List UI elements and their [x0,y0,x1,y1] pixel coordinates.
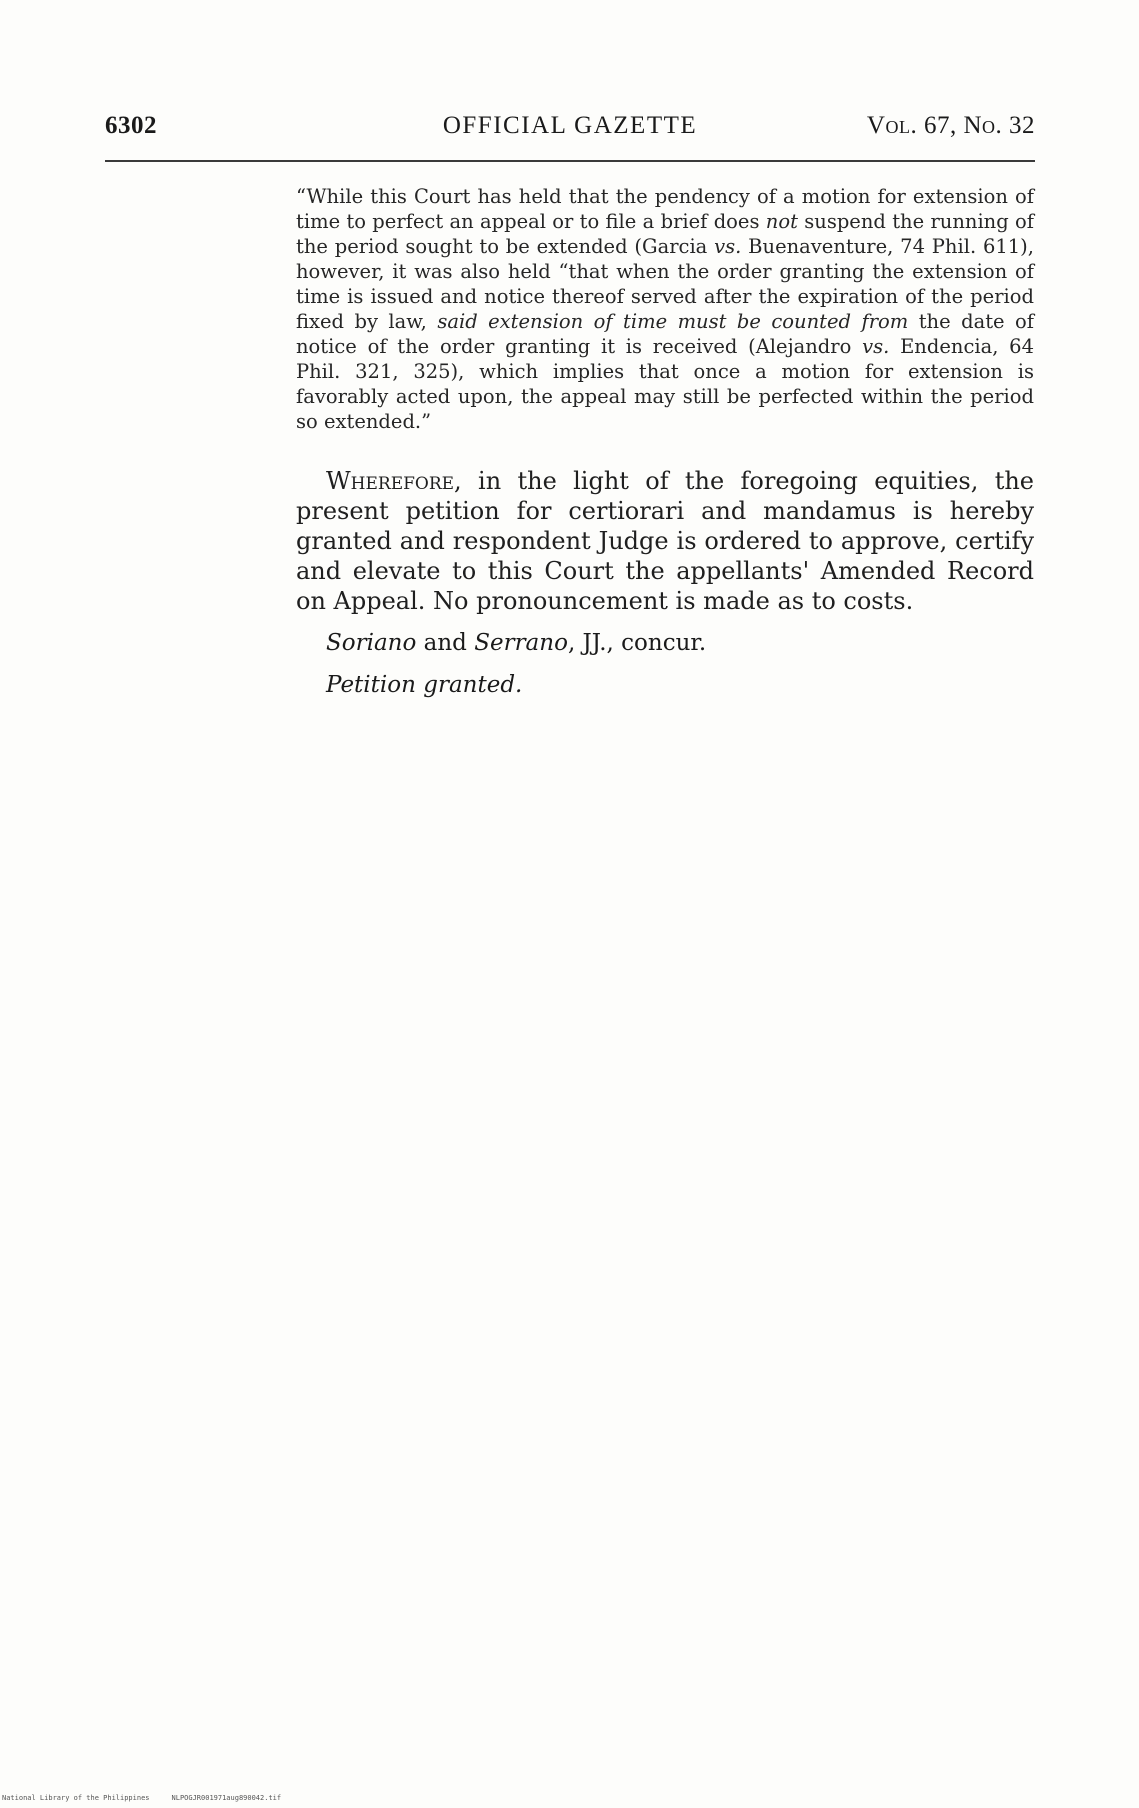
scan-footer [2,1794,303,1802]
quote-text: “While this Court has held that the pendency of a motion for extension of time to perfect an appeal or to file a brief does [296,185,1034,233]
concurrence-line [326,630,706,656]
concurrence-text: , JJ., concur. [567,630,707,656]
justice-name: Soriano [326,630,417,656]
concurrence-text: and [416,630,475,656]
quote-text: Endencia, 64 Phil. 321, 325), which implies that once a motion for extension is favorably acted upon, the appeal may still be perfected within the period so extended.” [296,335,1034,433]
page-number: 6302 [105,112,157,139]
quote-emphasis: vs. [714,235,742,258]
quote-text: suspend the running of the period sought to be extended (Garcia [296,210,1034,258]
justice-name: Serrano [474,630,568,656]
quote-text: Buenaventure, 74 Phil. 611), however, it was also held “that when the order granting the extension of time is issued and notice thereof served after the expiration of the period fixed by law, [296,235,1034,333]
quoted-passage [296,184,1034,434]
ruling-lead: Wherefore, [326,467,462,495]
library-credit: National Library of the Philippines [2,1794,150,1802]
quote-emphasis: not [765,210,798,233]
ruling-text: in the light of the foregoing equities, the present petition for certiorari and mandamus is hereby granted and respondent Judge is ordered to approve, certify and elevate to this Court the appellants' Amended Record on Appeal. No pronouncement is made as to costs. [296,467,1034,615]
quote-emphasis: said extension of time must be counted from [437,310,909,333]
quote-text: the date of notice of the order granting it is received (Alejandro [296,310,1035,358]
running-head [105,112,1035,152]
volume-number: Vol. 67, No. 32 [866,112,1035,139]
publication-title: OFFICIAL GAZETTE [442,112,698,139]
ruling-paragraph [296,466,1034,616]
file-name: NLPOGJR001971aug890042.tif [171,1794,282,1802]
disposition: Petition granted. [326,672,523,698]
quote-emphasis: vs. [862,335,890,358]
header-rule [105,160,1035,162]
